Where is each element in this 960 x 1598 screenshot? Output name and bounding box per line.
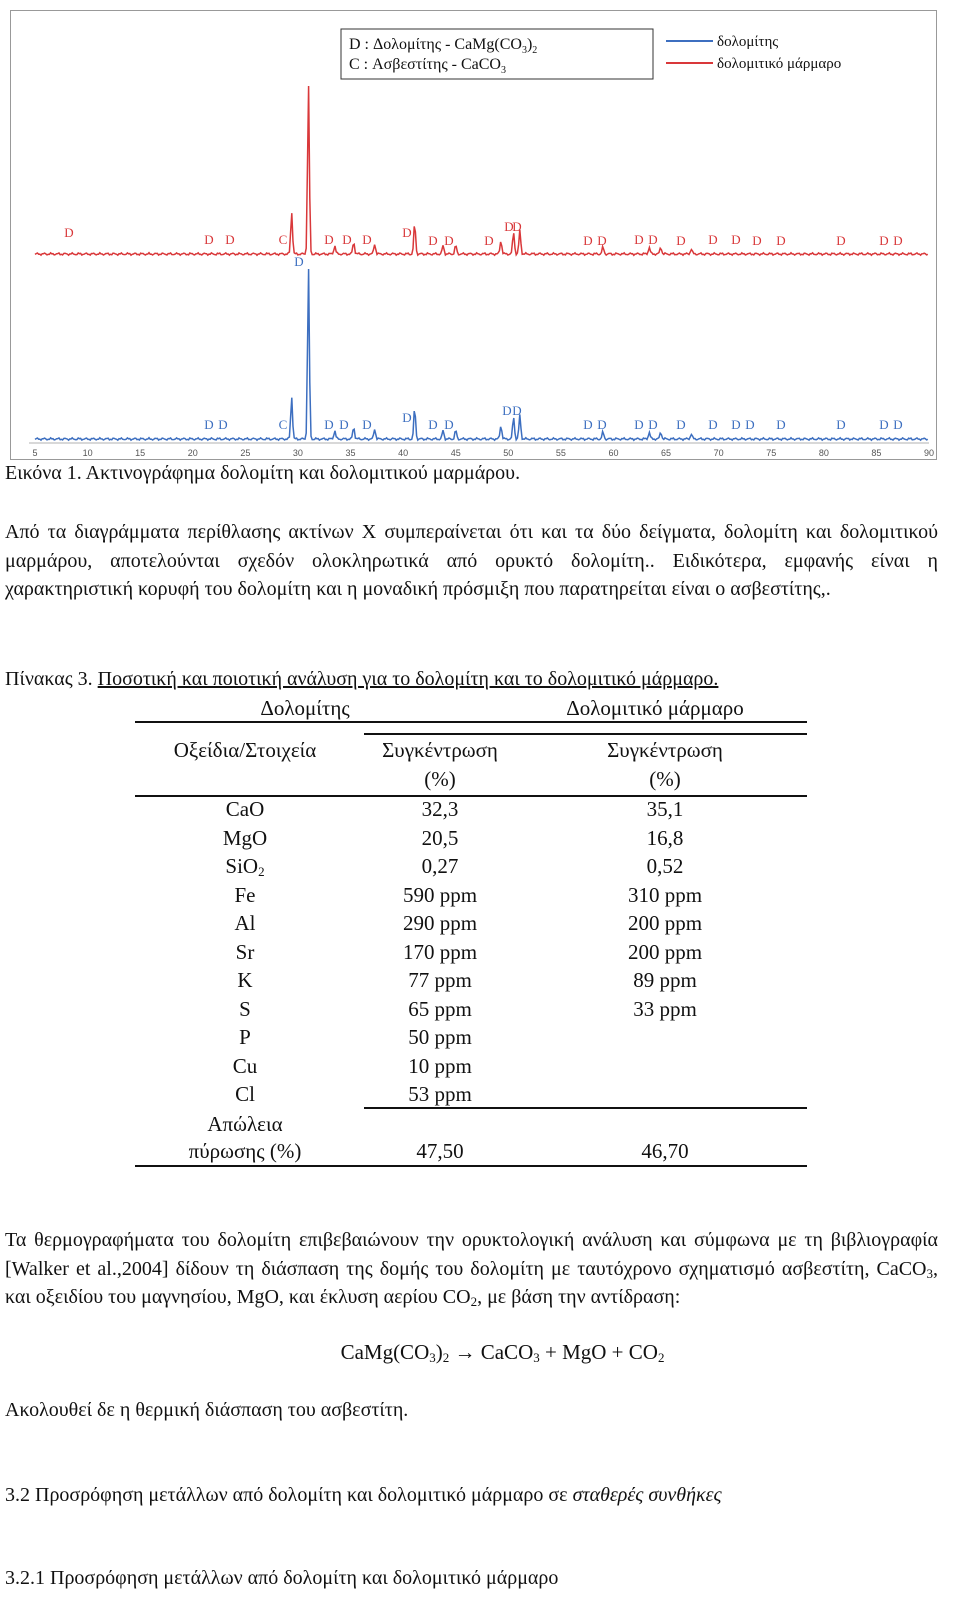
blue-peak-label: D [218,417,228,432]
paragraph-thermograms: Τα θερμογραφήματα του δολομίτη επιβεβαιώνουν την ορυκτολογική ανάλυση και σύμφωνα με τη βιβλιογραφία [Walker et al.,2004] δίδουν τη διάσπαση της δομής του δολομίτη με ταυτόχρονο σχηματισμό ασβεστίτη, CaCO$_3$, και οξειδίου του μαγνησίου, MgO, και έκλυση αερίου $CO_2$, με βάση την αντίδραση: [5,1229,938,1309]
legend-dolomite-formula: D : Δολομίτης - $CaMg(CO_3)_2$ [349,36,538,56]
col-header-marble-unit: (%) [649,767,681,791]
x-tick-label: 70 [713,448,724,458]
red-peak-label: D [225,232,235,247]
red-peak-label: D [512,219,522,234]
table-bottom-rule [135,1165,807,1167]
section-heading-3-2: 3.2 Προσρόφηση μετάλλων από δολομίτη και δολομιτικό μάρμαρο σε σταθερές συνθήκες [5,1484,722,1506]
col-header-dolomite-unit: (%) [424,767,456,791]
red-peak-label: D [708,232,718,247]
table-cell-dolomite: 290 ppm [402,911,478,935]
reaction-equation: $CaMg(CO_3)_2$ → CaCO$_3$ + MgO + $CO_2$ [340,1340,665,1365]
table-cell-marble: 200 ppm [627,911,703,935]
red-peak-label: D [893,233,903,248]
blue-peak-label: D [634,417,644,432]
red-peak-label: D [836,233,846,248]
table-cell-dolomite: 65 ppm [408,996,472,1021]
red-peak-label: D [362,232,372,247]
red-peak-label: D [444,233,454,248]
blue-peak-label: D [731,417,741,432]
blue-peak-label: D [339,417,349,432]
table-cell-marble: 33 ppm [633,996,697,1021]
blue-peak-label: D [597,417,607,432]
table-cell-dolomite: 77 ppm [408,968,472,992]
table-cell-dolomite: 20,5 [421,825,459,850]
legend-series-marble: δολομιτικό μάρμαρο [717,56,842,72]
red-peak-label: D [484,233,494,248]
col-header-marble: Συγκέντρωση [607,738,723,762]
red-peak-label: D [583,233,593,248]
x-tick-label: 75 [766,448,777,458]
x-tick-label: 15 [135,448,146,458]
red-peak-label: D [634,232,644,247]
x-tick-label: 45 [450,448,461,458]
table-cell-element: P [239,1025,251,1049]
x-tick-label: 65 [661,448,672,458]
table-cell-marble: 89 ppm [633,968,697,992]
group-header-dolomite: Δολομίτης [260,696,350,720]
table-cell-element: K [237,968,253,992]
x-tick-label: 30 [292,448,303,458]
x-tick-label: 90 [923,448,935,458]
blue-peak-label: D [648,417,658,432]
red-peak-label: D [597,233,607,248]
table-cell-element: Cu [232,1053,258,1078]
blue-peak-label: D [583,417,593,432]
blue-peak-label: D [893,417,903,432]
table-cell-element: MgO [222,825,268,850]
red-peak-label: D [402,225,412,240]
table-cell-element: CaO [225,797,265,821]
paragraph-xrd-conclusion: Από τα διαγράμματα περίθλασης ακτίνων Χ συμπεραίνεται ότι και τα δύο δείγματα, δολομίτη και δολομιτικού μαρμάρου, αποτελούνται σχεδόν ολοκληρωτικά από ορυκτό δολομίτη.. Ειδικότερα, εμφανής είναι η χαρακτηριστική κορυφή του δολομίτη και η μοναδική πρόσμιξη που παρατηρείται είναι ο ασβεστίτης,. [5,521,938,600]
table-cell-element: Fe [234,882,256,907]
red-peak-label: D [204,232,214,247]
blue-peak-label: D [428,417,438,432]
table-loss-rule [364,1107,807,1109]
red-peak-label: C [278,232,288,247]
col-header-element: Οξείδια/Στοιχεία [173,738,317,762]
x-tick-label: 25 [240,448,251,458]
blue-peak-label: C [278,417,288,432]
loss-label-line2: πύρωσης (%) [188,1139,302,1163]
blue-peak-label: D [502,403,512,418]
loss-value-marble: 46,70 [641,1139,689,1163]
table-cell-element: Al [234,911,256,935]
red-peak-label: D [752,233,762,248]
blue-peak-label: D [362,417,372,432]
x-tick-label: 80 [818,448,829,458]
x-tick-label: 60 [608,448,619,458]
red-peak-label: D [879,233,889,248]
red-peak-label: D [324,232,334,247]
table-cell-dolomite: 590 ppm [402,882,478,907]
table-cell-dolomite: 10 ppm [408,1053,472,1078]
table-cell-dolomite: 170 ppm [402,939,478,964]
paragraph-calcite: Ακολουθεί δε η θερμική διάσπαση του ασβεστίτη. [5,1399,409,1421]
red-peak-label: D [776,233,786,248]
blue-peak-label: D [402,410,412,425]
table-caption-text: Ποσοτική και ποιοτική ανάλυση για το δολομίτη και το δολομιτικό μάρμαρο. [97,668,719,690]
blue-peak-label: D [204,417,214,432]
blue-peak-label: D [676,417,686,432]
x-tick-label: 40 [398,448,409,458]
table-cell-element: SiO$_2$ [225,854,265,879]
loss-label-line1: Απώλεια [207,1112,283,1136]
table-group-rule [364,733,807,735]
table-cell-marble: 0,52 [646,854,684,878]
table-cell-marble: 35,1 [646,797,684,821]
table-cell-element: S [239,996,251,1021]
blue-peak-label: D [836,417,846,432]
x-tick-label: 35 [345,448,356,458]
blue-main-peak-label: D [294,254,304,269]
x-tick-label: 50 [503,448,514,458]
table-cell-dolomite: 32,3 [421,797,459,821]
table-cell-dolomite: 53 ppm [408,1082,472,1106]
x-tick-label: 55 [555,448,566,458]
blue-peak-label: D [444,417,454,432]
blue-peak-label: D [879,417,889,432]
table-cell-marble: 16,8 [646,825,684,850]
table-cell-marble: 200 ppm [627,939,703,964]
group-header-marble: Δολομιτικό μάρμαρο [566,696,744,720]
red-peak-label: D [648,232,658,247]
blue-peak-label: D [512,403,522,418]
legend-calcite-formula: C : Ασβεστίτης - CaCO$_3$ [349,56,506,76]
red-peak-label: D [428,233,438,248]
red-peak-label: D [64,225,74,240]
table-cell-element: Sr [235,939,255,964]
red-peak-label: D [504,219,514,234]
blue-peak-label: D [776,417,786,432]
x-tick-label: 20 [187,448,198,458]
col-header-dolomite: Συγκέντρωση [382,738,498,762]
red-peak-label: D [342,232,352,247]
table-top-rule [135,721,807,723]
table-cell-dolomite: 0,27 [421,854,459,878]
section-heading-3-2-1: 3.2.1 Προσρόφηση μετάλλων από δολομίτη και δολομιτικό μάρμαρο [5,1567,559,1589]
table-cell-marble: 310 ppm [627,882,703,907]
blue-peak-label: D [745,417,755,432]
loss-value-dolomite: 47,50 [416,1139,464,1163]
legend-series-dolomite: δολομίτης [717,34,779,50]
blue-peak-label: D [324,417,334,432]
table-cell-dolomite: 50 ppm [408,1025,472,1049]
red-peak-label: D [676,233,686,248]
red-peak-label: D [731,232,741,247]
x-tick-label: 85 [871,448,882,458]
blue-peak-label: D [708,417,718,432]
x-tick-label: 5 [32,448,38,458]
x-tick-label: 10 [82,448,93,458]
table-cell-element: Cl [235,1082,255,1106]
table-caption-prefix: Πίνακας 3. [5,668,98,690]
figure-caption: Εικόνα 1. Ακτινογράφημα δολομίτη και δολομιτικού μαρμάρου. [5,462,521,484]
